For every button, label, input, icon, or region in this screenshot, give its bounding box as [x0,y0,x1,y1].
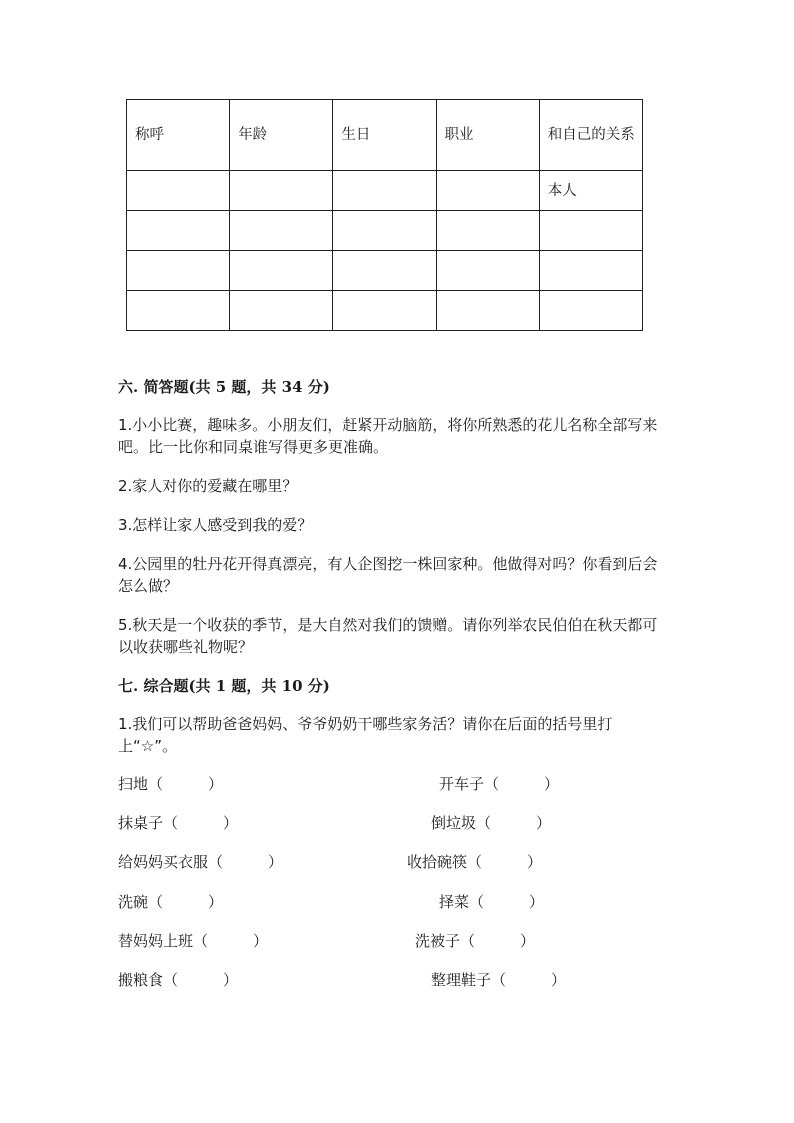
chore-item[interactable]: 抹桌子（ ） [118,814,239,832]
table-cell[interactable] [230,211,333,251]
table-cell[interactable] [436,251,539,291]
table-cell[interactable] [539,211,642,251]
family-info-table [126,99,643,331]
table-row [127,171,643,211]
table-cell[interactable] [436,171,539,211]
section6-question-3: 3.怎样让家人感受到我的爱？ [118,516,313,534]
header-cell-age: 年龄 [230,100,333,171]
table-cell: 本人 [539,171,642,211]
chore-item[interactable]: 给妈妈买衣服（ ） [118,853,284,871]
chore-item[interactable]: 开车子（ ） [439,775,560,793]
chore-item[interactable]: 扫地（ ） [118,775,224,793]
section7-title: 七. 综合题(共 1 题，共 10 分) [118,677,330,695]
header-cell-job: 职业 [436,100,539,171]
table-cell[interactable] [539,251,642,291]
table-cell[interactable] [333,291,436,331]
table-cell[interactable] [127,251,230,291]
table-cell[interactable] [436,291,539,331]
chore-item[interactable]: 洗碗（ ） [118,893,224,911]
table-cell[interactable] [333,251,436,291]
table-cell[interactable] [436,211,539,251]
chore-item[interactable]: 倒垃圾（ ） [431,814,552,832]
header-cell-relation: 和自己的关系 [539,100,642,171]
chore-item[interactable]: 搬粮食（ ） [118,971,239,989]
chore-item[interactable]: 收拾碗筷（ ） [407,853,543,871]
table-cell[interactable] [127,291,230,331]
section7-question-1: 1.我们可以帮助爸爸妈妈、爷爷奶奶干哪些家务活？请你在后面的括号里打上“☆”。 [118,715,613,755]
table-cell[interactable] [230,251,333,291]
table-cell[interactable] [539,291,642,331]
header-cell-title: 称呼 [127,100,230,171]
table-header-row [127,100,643,171]
chore-item[interactable]: 洗被子（ ） [415,932,536,950]
section6-question-2: 2.家人对你的爱藏在哪里？ [118,477,298,495]
section6-title: 六. 简答题(共 5 题，共 34 分) [118,378,330,396]
table-row [127,211,643,251]
table-cell[interactable] [333,211,436,251]
table-cell[interactable] [230,291,333,331]
table-cell[interactable] [127,171,230,211]
section6-question-1: 1.小小比赛，趣味多。小朋友们，赶紧开动脑筋，将你所熟悉的花儿名称全部写来吧。比一比你和同桌谁写得更多更准确。 [118,416,658,456]
table-cell[interactable] [127,211,230,251]
header-cell-birthday: 生日 [333,100,436,171]
table-cell[interactable] [230,171,333,211]
chore-item[interactable]: 整理鞋子（ ） [431,971,567,989]
section6-question-5: 5.秋天是一个收获的季节，是大自然对我们的馈赠。请你列举农民伯伯在秋天都可以收获哪些礼物呢？ [118,616,658,656]
table-row [127,251,643,291]
table-cell[interactable] [333,171,436,211]
chore-item[interactable]: 替妈妈上班（ ） [118,932,269,950]
table-row [127,291,643,331]
section6-question-4: 4.公园里的牡丹花开得真漂亮，有人企图挖一株回家种。他做得对吗？你看到后会怎么做？ [118,555,658,595]
chore-item[interactable]: 择菜（ ） [439,893,545,911]
